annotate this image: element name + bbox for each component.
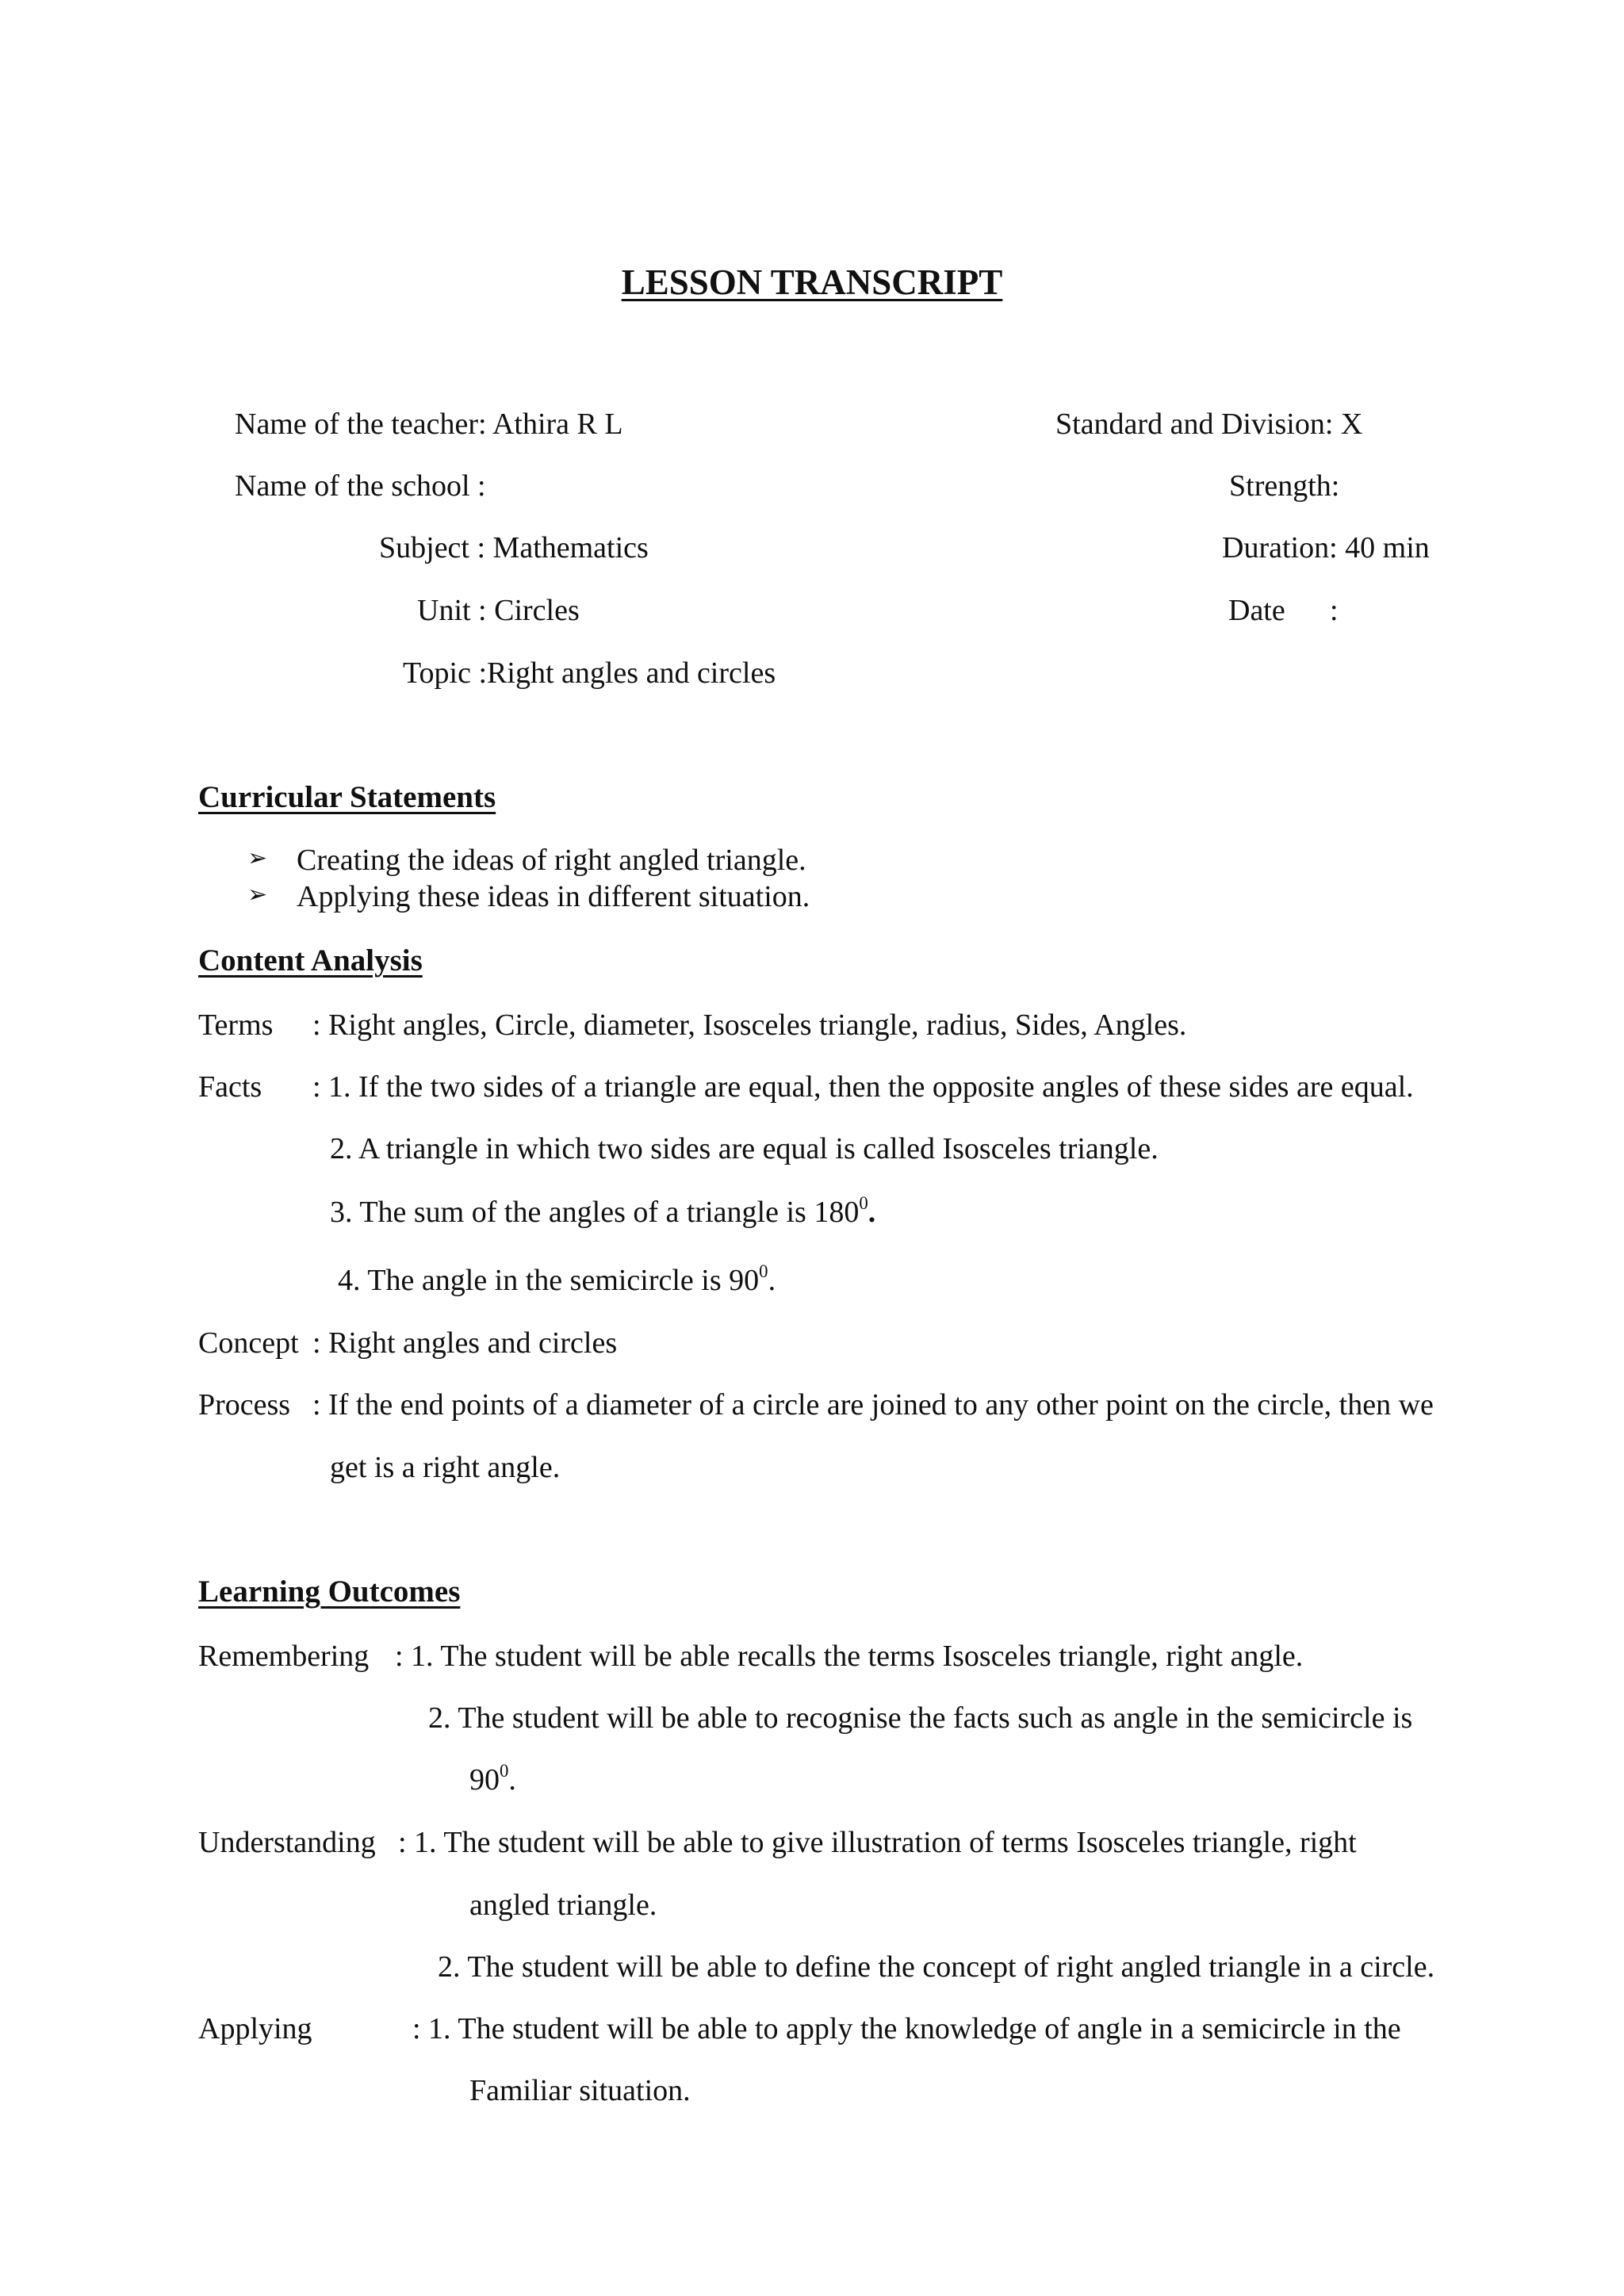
curricular-item: Creating the ideas of right angled triangle. (297, 844, 806, 877)
school-name: Name of the school : (235, 469, 486, 503)
fact-2: 2. A triangle in which two sides are equal is called Isosceles triangle. (330, 1132, 1159, 1165)
subject: Subject : Mathematics (379, 531, 649, 564)
understanding-1-cont: angled triangle. (469, 1888, 657, 1922)
standard-division: Standard and Division: X (1055, 408, 1363, 441)
curricular-heading: Curricular Statements (198, 780, 496, 814)
content-heading: Content Analysis (198, 943, 423, 978)
applying-label: Applying (198, 2012, 312, 2045)
fact-1: : 1. If the two sides of a triangle are equal, then the opposite angles of these sides are equal. (312, 1070, 1414, 1104)
understanding-1: : 1. The student will be able to give illustration of terms Isosceles triangle, right (398, 1826, 1357, 1859)
teacher-name: Name of the teacher: Athira R L (235, 408, 623, 441)
fact-4: 4. The angle in the semicircle is $90^0$. (338, 1261, 776, 1297)
understanding-2: 2. The student will be able to define the concept of right angled triangle in a circle. (438, 1950, 1435, 1984)
strength: Strength: (1229, 469, 1340, 503)
fact-3: 3. The sum of the angles of a triangle is $180^0$. (330, 1193, 876, 1229)
date-label: Date (1228, 594, 1285, 627)
concept-label: Concept (198, 1326, 299, 1360)
outcomes-heading: Learning Outcomes (198, 1575, 461, 1609)
remembering-2: 2. The student will be able to recognise the facts such as angle in the semicircle is (428, 1701, 1413, 1735)
curricular-item: Applying these ideas in different situation. (297, 880, 810, 913)
process-label: Process (198, 1388, 291, 1422)
applying-1: : 1. The student will be able to apply the knowledge of angle in a semicircle in the (412, 2012, 1401, 2045)
page-title: LESSON TRANSCRIPT (621, 262, 1003, 302)
remembering-2-cont: $90^0$. (469, 1761, 516, 1797)
understanding-label: Understanding (198, 1826, 376, 1859)
arrowhead-bullet-icon: ➢ (247, 881, 268, 909)
duration: Duration: 40 min (1222, 531, 1430, 564)
date-colon: : (1330, 594, 1339, 627)
topic: Topic :Right angles and circles (403, 656, 776, 690)
applying-1-cont: Familiar situation. (469, 2074, 691, 2107)
arrowhead-bullet-icon: ➢ (247, 844, 268, 872)
process-line-1: : If the end points of a diameter of a circle are joined to any other point on the circle, then we (312, 1388, 1434, 1422)
terms-text: : Right angles, Circle, diameter, Isosceles triangle, radius, Sides, Angles. (312, 1008, 1187, 1042)
process-line-2: get is a right angle. (330, 1451, 561, 1484)
concept-text: : Right angles and circles (312, 1326, 618, 1360)
facts-label: Facts (198, 1070, 262, 1104)
terms-label: Terms (198, 1008, 274, 1042)
unit: Unit : Circles (417, 594, 580, 627)
remembering-label: Remembering (198, 1640, 370, 1673)
remembering-1: : 1. The student will be able recalls the terms Isosceles triangle, right angle. (395, 1640, 1304, 1673)
